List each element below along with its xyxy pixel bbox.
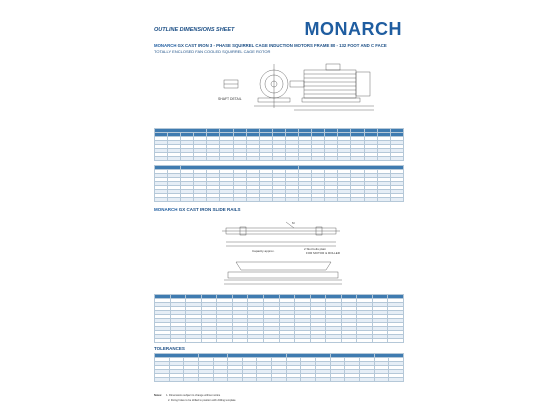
section-title: OUTLINE DIMENSIONS SHEET: [154, 27, 235, 33]
slide-rail-drawing: [166, 220, 386, 290]
tolerances-table: [154, 353, 404, 382]
tolerances-heading: TOLERANCES: [154, 346, 185, 351]
rail-label-m: M: [292, 221, 295, 225]
rail-label-for: FOR MOTOR & ROLLER: [306, 251, 340, 255]
slide-rails-title: GX CAST IRON SLIDE RAILS: [178, 207, 241, 212]
shaft-detail-caption: SHAFT DETAIL: [218, 97, 242, 101]
slide-rails-brand: MONARCH: [154, 207, 178, 212]
product-brand: MONARCH: [154, 43, 177, 48]
dimensions-table: [154, 128, 404, 161]
product-line2: TOTALLY ENCLOSED FAN COOLED SQUIRREL CAGE ROTOR: [154, 49, 271, 54]
shaft-dimensions-table: [154, 165, 404, 202]
document-page: [146, 13, 406, 413]
brand-logo: MONARCH: [304, 19, 402, 39]
notes: [154, 394, 236, 403]
note-2: 2. Fixing holes to be drilled to position with drilling template: [168, 398, 236, 402]
rail-dimensions-table: [154, 294, 404, 343]
motor-outline-drawings: [154, 58, 404, 120]
slide-rails-heading: [154, 207, 241, 212]
rail-label-bolts: 2 Slot bolts plain: [304, 247, 327, 251]
notes-label: Notes:: [154, 394, 163, 397]
product-line1: GX CAST IRON 3 - PHASE SQUIRREL CAGE INDUCTION MOTORS FRAME 80 - 132 FOOT AND C FACE: [177, 43, 387, 48]
rail-label-capacity: Capacity approx.: [252, 249, 275, 253]
product-heading: [154, 43, 387, 48]
note-1: 1. Dimensions subject to change without notice: [166, 394, 221, 397]
